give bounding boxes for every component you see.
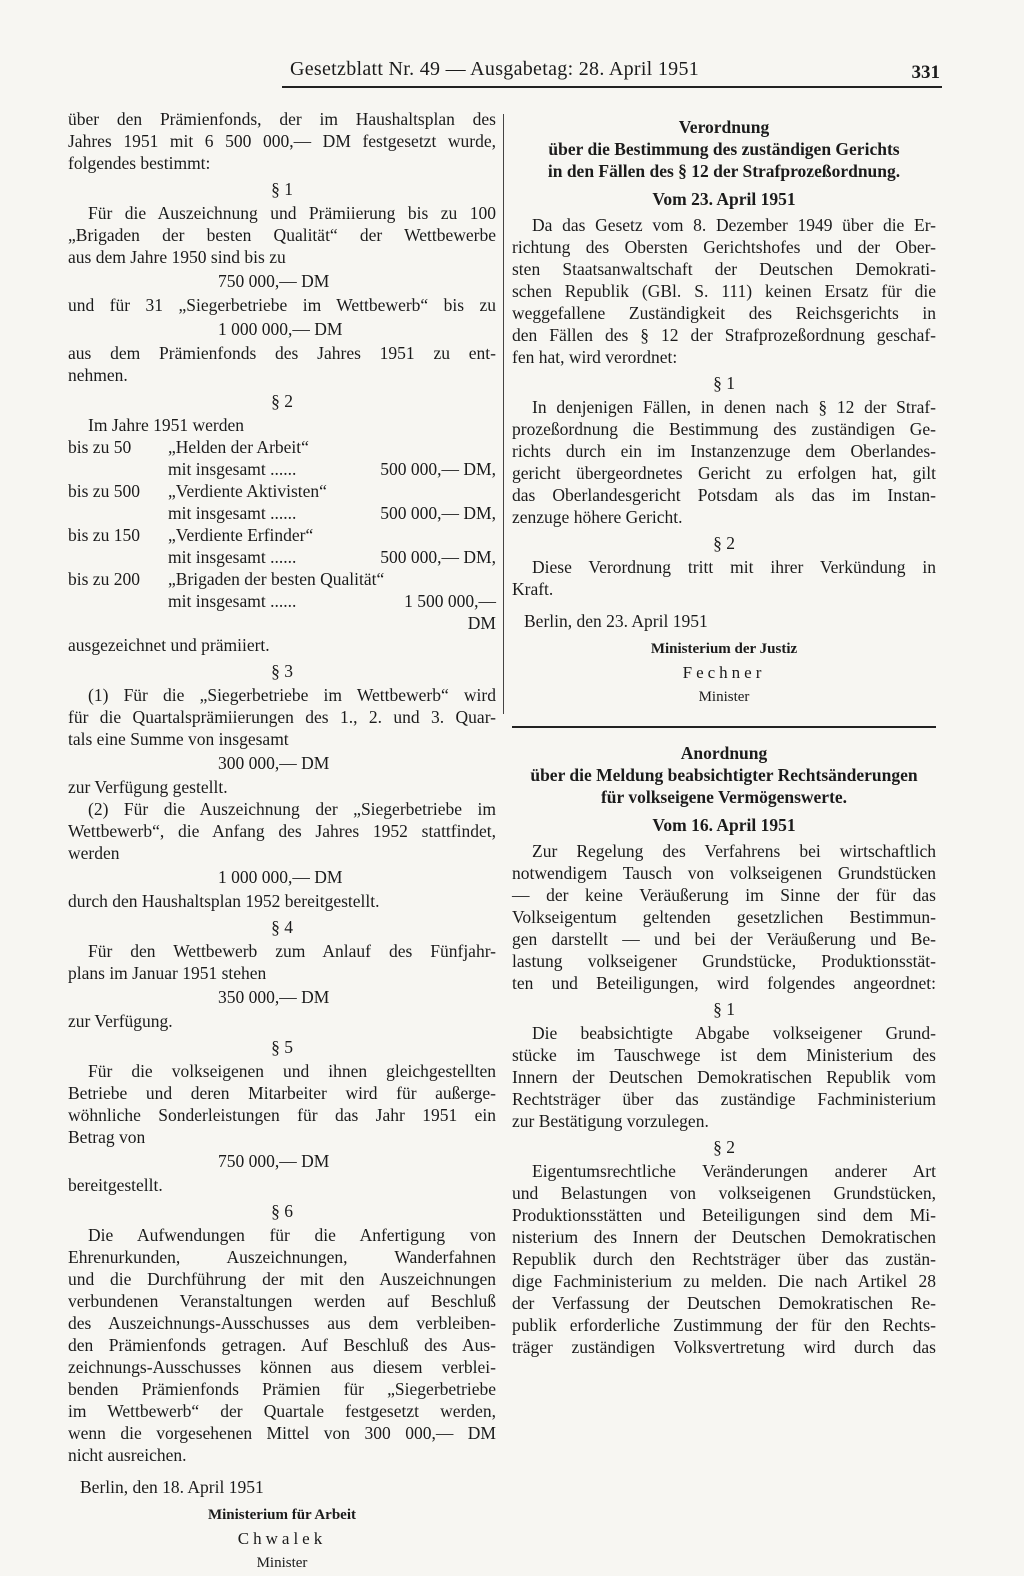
section-3-heading: § 3 (271, 661, 293, 681)
section-2-heading: § 2 (271, 391, 293, 411)
left-column (68, 108, 496, 1576)
page-number: 331 (911, 62, 940, 83)
text-line: träger zuständigen Volksvertretung wird durch das (512, 1337, 936, 1357)
text-line: sten Staatsanwaltschaft der Deutschen Demokrati- (512, 259, 936, 279)
award-label: mit insgesamt ...... (168, 591, 297, 611)
text-line: richtung des Obersten Gerichtshofes und der Ober- (512, 237, 936, 257)
text-line: lastung volkseigener Grundstücke, Produktionsstät- (512, 951, 936, 971)
text-line: Eigentumsrechtliche Veränderungen anderer Art (532, 1161, 936, 1181)
right-column (512, 116, 936, 1358)
award-name: „Brigaden der besten Qualität“ (168, 569, 385, 589)
column-divider (503, 114, 504, 714)
text-line: In denjenigen Fällen, in denen nach § 12 der Straf- (532, 397, 936, 417)
text-line: nisterium des Innern der Deutschen Demokratischen (512, 1227, 936, 1247)
gazette-issue-title: Gesetzblatt Nr. 49 — Ausgabetag: 28. April 1951 (290, 58, 700, 80)
text-line: Im Jahre 1951 werden (88, 415, 244, 435)
text-line: nehmen. (68, 365, 128, 385)
text-line: durch den Haushaltsplan 1952 bereitgestellt. (68, 891, 380, 911)
text-line: ausgezeichnet und prämiiert. (68, 635, 270, 655)
award-entry (68, 568, 496, 634)
signature-block (68, 1504, 496, 1574)
text-line: Wettbewerb“, die Anfang des Jahres 1952 stattfindet, (68, 821, 496, 841)
text-line: und für 31 „Siegerbetriebe im Wettbewerb“ bis zu (68, 295, 496, 315)
text-line: Ehrenurkunden, Auszeichnungen, Wanderfahnen (68, 1247, 496, 1267)
text-line: Innern der Deutschen Demokratischen Republik vom (512, 1067, 936, 1087)
text-line: Jahres 1951 mit 6 500 000,— DM festgesetzt wurde, (68, 131, 496, 151)
award-name: „Helden der Arbeit“ (168, 437, 309, 457)
award-name: „Verdiente Aktivisten“ (168, 481, 327, 501)
text-line: publik erforderliche Zustimmung der für den Rechts- (512, 1315, 936, 1335)
order-heading: Anordnung (680, 743, 768, 763)
section-2-heading: § 2 (713, 1137, 735, 1157)
signature-name: Fechner (682, 663, 766, 682)
text-line: Volkseigentum geltenden gesetzlichen Bestimmun- (512, 907, 936, 927)
text-line: für die Quartalsprämiierungen des 1., 2. und 3. Quar- (68, 707, 496, 727)
amount: 350 000,— DM (218, 987, 330, 1007)
text-line: (2) Für die Auszeichnung der „Siegerbetriebe im (88, 799, 496, 819)
order-heading: für volkseigene Vermögenswerte. (600, 787, 848, 807)
amount: 750 000,— DM (218, 1151, 330, 1171)
award-label: mit insgesamt ...... (168, 547, 297, 567)
text-line: Republik durch den Rechtsträger über das zustän- (512, 1249, 936, 1269)
place-date: Berlin, den 18. April 1951 (80, 1477, 264, 1497)
text-line: den Prämienfonds getragen. Auf Beschluß des Aus- (68, 1335, 496, 1355)
text-line: (1) Für die „Siegerbetriebe im Wettbewerb“ wird (88, 685, 496, 705)
text-line: bereitgestellt. (68, 1175, 163, 1195)
text-line: zur Bestätigung vorzulegen. (512, 1111, 709, 1131)
text-line: und die Durchführung der mit den Auszeichnungen (68, 1269, 496, 1289)
award-name: „Verdiente Erfinder“ (168, 525, 314, 545)
text-line: dige Fachministerium zu melden. Die nach Artikel 28 (512, 1271, 936, 1291)
order-date: Vom 16. April 1951 (652, 815, 796, 835)
award-label: mit insgesamt ...... (168, 503, 297, 523)
text-line: folgendes bestimmt: (68, 153, 211, 173)
text-line: das Oberlandesgericht Potsdam als das im Instan- (512, 485, 936, 505)
text-line: Die Aufwendungen für die Anfertigung von (88, 1225, 496, 1245)
award-entry (68, 436, 496, 480)
section-separator-rule (512, 726, 936, 728)
award-quota: bis zu 150 (68, 525, 140, 545)
award-quota: bis zu 50 (68, 437, 132, 457)
amount: 1 000 000,— DM (218, 319, 343, 339)
text-line: im Wettbewerb“ der Quartale festgesetzt werden, (68, 1401, 496, 1421)
text-line: plans im Januar 1951 stehen (68, 963, 267, 983)
text-line: Diese Verordnung tritt mit ihrer Verkündung in (532, 557, 936, 577)
text-line: Betrag von (68, 1127, 146, 1147)
ordinance-heading: in den Fällen des § 12 der Strafprozeßordnung. (547, 161, 901, 181)
text-line: den Fällen des § 12 der Strafprozeßordnung geschaf- (512, 325, 936, 345)
header-rule (282, 86, 942, 88)
text-line: Die beabsichtigte Abgabe volkseigener Grund- (532, 1023, 936, 1043)
signature-block (512, 638, 936, 708)
signature-title: Minister (698, 689, 750, 705)
amount: 1 000 000,— DM (218, 867, 343, 887)
section-5-heading: § 5 (271, 1037, 293, 1057)
section-6-heading: § 6 (271, 1201, 293, 1221)
text-line: gericht übergeordnetes Gericht zu erfolgen hat, gilt (512, 463, 936, 483)
signature-title: Minister (256, 1555, 308, 1571)
award-sum: 500 000,— DM, (380, 459, 496, 479)
text-line: ten und Beteiligungen, wird folgendes angeordnet: (512, 973, 936, 993)
text-line: „Brigaden der besten Qualität“ der Wettbewerbe (68, 225, 496, 245)
ordinance-heading: Verordnung (678, 117, 770, 137)
section-2-heading: § 2 (713, 533, 735, 553)
signature-ministry: Ministerium für Arbeit (207, 1507, 357, 1523)
text-line: Produktionsstätten und Beteiligungen sind dem Mi- (512, 1205, 936, 1225)
award-entry (68, 480, 496, 524)
award-quota: bis zu 500 (68, 481, 140, 501)
text-line: aus dem Prämienfonds des Jahres 1951 zu ent- (68, 343, 496, 363)
text-line: der Verfassung der Deutschen Demokratischen Re- (512, 1293, 936, 1313)
text-line: notwendigem Tausch von volkseigenen Grundstücken (512, 863, 936, 883)
text-line: nicht ausreichen. (68, 1445, 187, 1465)
ordinance-heading: über die Bestimmung des zuständigen Gerichts (548, 139, 900, 159)
text-line: verbundenen Veranstaltungen werden auf Beschluß (68, 1291, 496, 1311)
page-header (282, 58, 942, 88)
text-line: prozeßordnung die Bestimmung des zuständigen Ge- (512, 419, 936, 439)
text-line: zeichnungs-Ausschusses können aus diesem verblei- (68, 1357, 496, 1377)
signature-name: Chwalek (237, 1529, 327, 1548)
text-line: zur Verfügung gestellt. (68, 777, 228, 797)
text-line: stücke im Tauschwege ist dem Ministerium des (512, 1045, 936, 1065)
text-line: gen darstellt — und bei der Veräußerung und Be- (512, 929, 936, 949)
text-line: zur Verfügung. (68, 1011, 173, 1031)
award-sum: 500 000,— DM, (380, 547, 496, 567)
place-date: Berlin, den 23. April 1951 (524, 611, 708, 631)
text-line: richts durch ein im Instanzenzuge dem Oberlandes- (512, 441, 936, 461)
text-line: wöhnliche Sonderleistungen für das Jahr 1951 ein (68, 1105, 496, 1125)
text-line: Für den Wettbewerb zum Anlauf des Fünfjahr- (88, 941, 496, 961)
section-1-heading: § 1 (713, 999, 735, 1019)
text-line: werden (68, 843, 120, 863)
text-line: Betriebe und deren Mitarbeiter wird für außerge- (68, 1083, 496, 1103)
text-line: schen Republik (GBl. S. 111) keinen Ersatz für die (512, 281, 936, 301)
text-line: Kraft. (512, 579, 554, 599)
text-line: Für die volkseigenen und ihnen gleichgestellten (88, 1061, 496, 1081)
text-line: Rechtsträger über das zuständige Fachministerium (512, 1089, 936, 1109)
award-sum: 1 500 000,— DM (404, 591, 496, 633)
award-entry (68, 524, 496, 568)
award-label: mit insgesamt ...... (168, 459, 297, 479)
signature-ministry: Ministerium der Justiz (650, 641, 798, 657)
text-line: über den Prämienfonds, der im Haushaltsplan des (68, 109, 496, 129)
text-line: benden Prämienfonds Prämien für „Siegerbetriebe (68, 1379, 496, 1399)
text-line: fen hat, wird verordnet: (512, 347, 678, 367)
amount: 750 000,— DM (218, 271, 330, 291)
ordinance-date: Vom 23. April 1951 (652, 189, 796, 209)
text-line: und Belastungen von volkseigenen Grundstücken, (512, 1183, 936, 1203)
text-line: des Auszeichnungs-Ausschusses aus dem verbleiben- (68, 1313, 496, 1333)
section-1-heading: § 1 (713, 373, 735, 393)
text-line: Da das Gesetz vom 8. Dezember 1949 über die Er- (532, 215, 936, 235)
text-line: Für die Auszeichnung und Prämiierung bis zu 100 (88, 203, 496, 223)
section-1-heading: § 1 (271, 179, 293, 199)
text-line: tals eine Summe von insgesamt (68, 729, 289, 749)
text-line: Zur Regelung des Verfahrens bei wirtschaftlich (532, 841, 936, 861)
award-sum: 500 000,— DM, (380, 503, 496, 523)
text-line: zenzuge höhere Gericht. (512, 507, 683, 527)
text-line: — der keine Veräußerung im Sinne der für das (512, 885, 936, 905)
text-line: aus dem Jahre 1950 sind bis zu (68, 247, 286, 267)
award-quota: bis zu 200 (68, 569, 140, 589)
amount: 300 000,— DM (218, 753, 330, 773)
order-heading: über die Meldung beabsichtigter Rechtsänderungen (530, 765, 918, 785)
text-line: wenn die vorgesehenen Mittel von 300 000,— DM (68, 1423, 496, 1443)
text-line: weggefallene Zuständigkeit des Reichsgerichts in (512, 303, 936, 323)
section-4-heading: § 4 (271, 917, 293, 937)
